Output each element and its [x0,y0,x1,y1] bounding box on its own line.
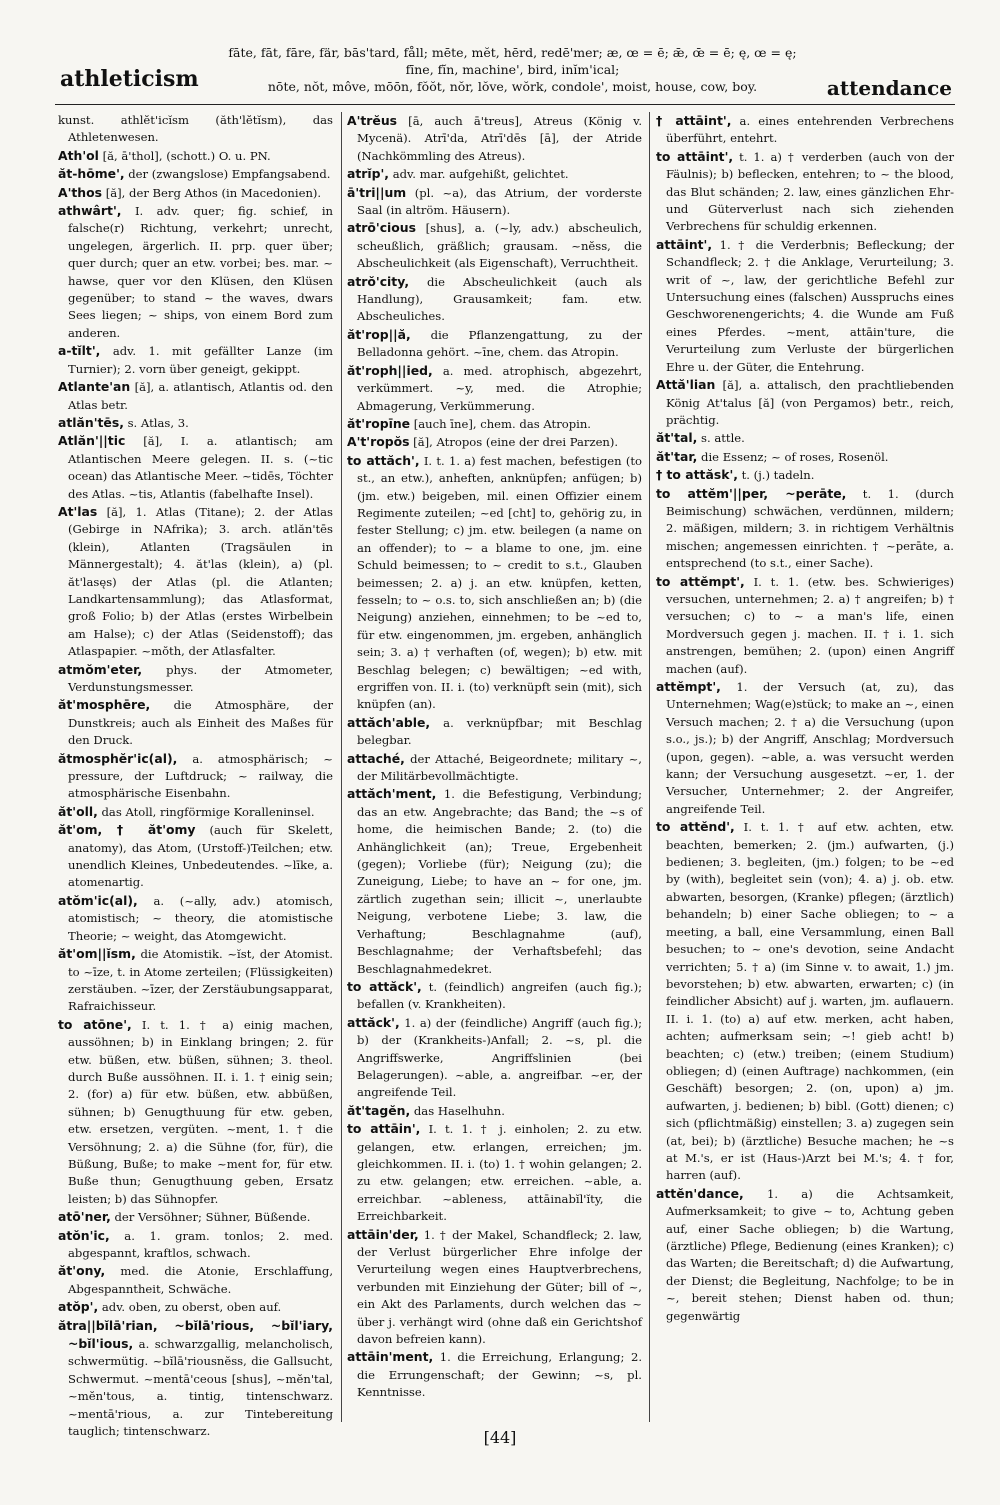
definition: phys. der Atmometer, Verdunstungsmesser. [68,662,334,694]
headword: attĕmpt', [656,679,721,694]
dictionary-entry [347,1014,642,1102]
headword: ăt'ropīne [347,415,411,431]
dictionary-entry [347,219,642,272]
headword: athwârt', [58,203,122,219]
headword: atŏm'ic(al), [58,892,138,908]
definition: die Atmosphäre, der Dunstkreis; auch als Einheit des Maßes für den Druck. [68,698,334,748]
definition: t. (feindlich) angreifen (auch fig.); befallen (v. Krankheiten). [357,979,643,1012]
headword: A'trĕus [347,113,398,128]
dictionary-entry [656,818,954,1185]
headword: Atlăn'||tic [58,433,126,449]
column-divider [341,112,342,1422]
pronunciation-line: fīne, fĭn, machine', bird, inĭm'ical; [405,62,620,77]
headword: ătra||bĭlā'rian, ~bĭlā'rious, ~bĭl'iary, ~bĭl'ious, [58,1317,333,1352]
definition: t. (j.) tadeln. [741,468,815,483]
dictionary-entry [347,273,642,326]
dictionary-entry [347,1102,642,1120]
dictionary-entry [58,165,333,183]
dictionary-entry [58,750,333,803]
definition: a. atmosphärisch; ~ pressure, der Luftdruck; ~ railway, die atmosphärische Eisenbahn. [68,751,333,801]
headword: ăt'rop||ă, [347,326,411,342]
dictionary-entry [58,342,333,378]
headword: Atlante'an [58,379,131,395]
headword: atō'ner, [58,1209,111,1225]
headword: attaché, [347,750,405,766]
definition: 1. a) der (feindliche) Angriff (auch fig.); b) der (Krankheits-)Anfall; 2. ~s, pl. die Angriffswerke, Angriffslinien (bei Belagerungen). ~able, a. angreifbar. ~er, der angreifende Teil. [357,1015,642,1100]
dictionary-entry [656,573,954,678]
headword: to attāint', [656,148,734,164]
definition: die Pflanzengattung, zu der Belladonna gehört. ~īne, chem. das Atropin. [357,327,642,360]
definition: 1. † der Makel, Schandfleck; 2. law, der Verlust bürgerlicher Ehre infolge der Verurteilung wegen eines Hauptverbrechens, verbunden mit Einziehung der Güter; bill of ~, ein Akt des Parlaments, durch welchen das ~ über j. verhängt wird (ohne daß ein Gerichtshof davon befreien kann). [357,1227,642,1347]
definition: t. 1. a) † verderben (auch von der Fäulnis); b) beflecken, entehren; to ~ the blood, das Blut schänden; 2. law, eines gänzlichen Ehr- und Güterverlust nach sich ziehenden Verbrechens für schuldig erkennen. [666,149,955,234]
dictionary-entry [347,415,642,433]
headword: ăt'roph||ied, [347,362,433,378]
definition: med. die Atonie, Erschlaffung, Abgespanntheit, Schwäche. [68,1264,333,1296]
definition: [ă], a. atlantisch, Atlantis od. den Atlas betr. [68,380,334,412]
definition: [ă], I. a. atlantisch; am Atlantischen Meere gelegen. II. s. (~tic ocean) das Atlantische Meer. ~tidēs, Töchter des Atlas. ~tis, Atlantis (fabelhafte Insel). [68,434,333,501]
definition: [ă], Atropos (eine der drei Parzen). [413,435,619,450]
definition: (pl. ~a), das Atrium, der vorderste Saal (in altröm. Häusern). [357,185,642,218]
dictionary-entry [656,112,954,148]
dictionary-entry [656,448,954,466]
headword: atŏp', [58,1299,99,1315]
headword: A'thos [58,184,103,200]
definition: das Atoll, ringförmige Koralleninsel. [101,804,315,819]
definition: 1. der Versuch (at, zu), das Unternehmen; Wag(e)stück; to make an ~, einen Versuch machen; 2. † a) die Versuchung (upon s.o., js.); b) der Angriff, Anschlag; Mordversuch (upon, gegen). ~able, a. was versucht werden kann; der Versuchung ausgesetzt. ~er, 1. der Versucher, Unternehmer; 2. der Angreifer, angreifende Teil. [666,680,954,816]
dictionary-entry [656,485,954,573]
header-rule [55,104,955,105]
dictionary-entry [58,1016,333,1208]
headword: atrŏ'city, [347,273,410,289]
headword: At'las [58,503,98,519]
dictionary-entry [656,148,954,236]
definition: a. (~ally, adv.) atomisch, atomistisch; ~ theory, die atomistische Theorie; ~ weight, das Atomgewicht. [68,893,334,943]
headword: ăt'tagĕn, [347,1102,411,1118]
definition: [ă], der Berg Athos (in Macedonien). [105,185,322,200]
definition: a. verknüpfbar; mit Beschlag belegbar. [357,715,642,748]
pronunciation-key [225,44,800,95]
definition: [ă], a. attalisch, den prachtliebenden König At'talus [ă] (von Pergamos) betr., reich, prächtig. [666,378,954,427]
dictionary-entry [347,1226,642,1349]
headword: to atōne', [58,1016,132,1032]
definition: I. t. 1. (etw. bes. Schwieriges) versuchen, unternehmen; 2. a) † angreifen; b) † versuchen; c) to ~ a man's life, einen Mordversuch gegen j. machen. II. † i. 1. sich anstrengen, bemühen; 2. (upon) einen Angriff machen (auf). [666,574,954,676]
definition: der Versöhner; Sühner, Büßende. [114,1210,311,1225]
headword: attăch'able, [347,714,431,730]
dictionary-entry [656,429,954,447]
dictionary-entry [347,785,642,977]
headword: attāin'der, [347,1226,419,1242]
definition: s. Atlas, 3. [127,415,189,430]
headword: ăt'om||ĭsm, [58,946,136,962]
definition: adv. 1. mit gefällter Lanze (im Turnier); 2. vorn über geneigt, gekippt. [68,344,333,376]
definition: kunst. athlĕt'icĭsm (ăth'lĕtĭsm), das Athletenwesen. [58,113,333,145]
column-3 [656,112,954,1422]
definition: [shus], a. (~ly, adv.) abscheulich, scheußlich, gräßlich; grausam. ~nĕss, die Abscheulichkeit (als Eigenschaft), Verruchtheit. [357,221,642,271]
headword: ătmosphĕr'ic(al), [58,750,178,766]
definition: (auch für Skelett, anatomy), das Atom, (Urstoff-)Teilchen; etw. unendlich Kleines, Unbedeutendes. ~līke, a. atomenartig. [68,823,334,890]
dictionary-entry [347,184,642,220]
dictionary-entry [347,112,642,165]
headword: ăt'mosphēre, [58,697,151,713]
definition: a. 1. gram. tonlos; 2. med. abgespannt, kraftlos, schwach. [68,1228,333,1260]
headword: to attāin', [347,1121,421,1137]
headword: attăch'ment, [347,786,437,802]
definition: adv. mar. aufgehißt, gelichtet. [392,167,569,182]
column-2 [347,112,642,1422]
dictionary-entry [347,750,642,786]
definition: [ā, auch ā'treus], Atreus (König v. Mycenä). Atrī'da, Atrī'dēs [ā], der Atride (Nachkömmling des Atreus). [357,114,643,163]
dictionary-entry [58,1317,333,1441]
headword: A't'ropŏs [347,434,410,450]
definition: I. t. 1. a) fest machen, befestigen (to st., an etw.), anheften, anknüpfen; anfügen; b) (jm. etw.) beigeben, mil. einen Offizier einem Regimente zuteilen; ~ed [cht] to, gehörig zu, in fester Stellung; c) jm. etw. beilegen (a name on an offender); to ~ a blame to one, jm. eine Schuld beimessen; to ~ credit to s.t., Glauben beimessen; 2. a) j. an etw. knüpfen, ketten, fesseln; to ~ o.s. to, sich anschließen an; b) (die Neigung) anziehen, einnehmen; to be ~ed to, für etw. eingenommen, jm. ergeben, anhänglich sein; 3. a) † verhaften (of, wegen); b) etw. mit Beschlag belegen; c) bewältigen; ~ed with, ergriffen von. II. i. (to) verknüpft sein (mit), sich knüpfen (an). [357,453,643,712]
dictionary-entry [347,978,642,1014]
definition: die Abscheulichkeit (auch als Handlung), Grausamkeit; fam. etw. Abscheuliches. [357,274,642,324]
headword: a-tĭlt', [58,343,101,359]
definition: I. t. 1. † j. einholen; 2. zu etw. gelangen, etw. erlangen, erreichen; jm. gleichkommen. II. i. (to) 1. † wohin gelangen; 2. zu etw. gelangen; etw. erreichen. ~able, a. erreichbar. ~ableness, attāinabĭl'ĭty, die Erreichbarkeit. [357,1122,643,1224]
headword: † attāint', [656,113,732,128]
headword: Attă'lian [656,377,716,393]
headword: to attăck', [347,978,422,994]
dictionary-entry [58,378,333,414]
headword: attăck', [347,1014,400,1030]
definition: a. eines entehrenden Verbrechens überführt, entehrt. [666,114,954,146]
definition: der (zwangslose) Empfangsabend. [128,167,331,182]
dictionary-entry [347,362,642,415]
headword: ăt'om, † ăt'omy [58,822,196,838]
definition: [auch īne], chem. das Atropin. [413,416,591,431]
dictionary-entry [656,1185,954,1325]
headword: † to attăsk', [656,467,738,483]
dictionary-entry [58,184,333,202]
definition: s. attle. [701,431,745,446]
definition: 1. † die Verderbnis; Befleckung; der Schandfleck; 2. † die Anklage, Verurteilung; 3. writ of ~, law, der gerichtliche Befehl zur Untersuchung eines (falschen) Ausspruchs eines Geschworenengerichts; 4. die Wunde am Fuß eines Pferdes. ~ment, attāin'ture, die Verurteilung zum Verluste der bürgerlichen Ehre u. der Güter, die Entehrung. [666,237,954,374]
dictionary-entry [58,696,333,749]
dictionary-entry [347,326,642,362]
headword: attāint', [656,236,713,252]
headword: ăt'oll, [58,803,98,819]
definition: das Haselhuhn. [413,1103,505,1118]
dictionary-entry [58,1227,333,1263]
dictionary-entry [58,945,333,1016]
column-1 [58,112,334,1439]
definition: 1. a) die Achtsamkeit, Aufmerksamkeit; to give ~ to, Achtung geben auf, einer Sache obliegen; b) die Wartung, (ärztliche) Pflege, Bedienung (eines Kranken); c) das Warten; die Bereitschaft; d) die Aufwartung, der Dienst; die Begleitung, Nachfolge; to be in ~, bereit stehen; Dienst haben od. thun; gegenwärtig [666,1186,954,1323]
headword: attāin'ment, [347,1349,434,1365]
headword: to attăch', [347,452,420,468]
dictionary-entry [347,452,642,714]
dictionary-entry [58,892,333,945]
page-number: [44] [483,1428,517,1447]
pronunciation-line: fāte, fāt, fāre, fär, bās'tard, fåll; mēte, mĕt, hērd, redē'mer; æ, œ = ē; ǣ, œ̄ = ē; ę, œ = ę; [228,45,797,60]
headword: ā'tri||um [347,184,407,200]
headword: atrĭp', [347,166,390,182]
dictionary-entry [347,165,642,183]
dictionary-entry [58,147,333,165]
headword: ăt'tar, [656,448,698,464]
dictionary-entry [58,821,333,892]
headword: atrō'cious [347,220,417,236]
definition: 1. die Befestigung, Verbindung; das an etw. Angebrachte; das Band; the ~s of home, die heimischen Bande; 2. (to) die Anhänglichkeit (an); Treue, Ergebenheit (gegen); Vorliebe (für); Neigung (zu); die Zuneigung, Liebe; to have an ~ for one, jm. zärtlich zugethan sein; illicit ~, unerlaubte Neigung, verbotene Liebe; 3. law, die Verhaftung; Beschlagnahme (auf), Beschlagnahme; der Verhaftsbefehl; das Beschlagnahmedekret. [357,787,642,976]
dictionary-entry [656,236,954,376]
pronunciation-line: nōte, nŏt, môve, mōōn, fŏŏt, nŏr, lŏve, wŏrk, condole', moist, house, cow, boy. [267,79,758,94]
dictionary-entry [58,661,333,697]
guide-word-left: athleticism [60,66,199,92]
dictionary-entry [58,202,333,342]
dictionary-entry [347,1348,642,1401]
headword: to attĕmpt', [656,573,745,589]
headword: atmŏm'eter, [58,661,143,677]
dictionary-entry [58,1298,333,1316]
column-divider [649,112,650,1422]
dictionary-entry [347,1120,642,1225]
definition: die Essenz; ~ of roses, Rosenöl. [701,449,889,464]
definition: 1. die Erreichung, Erlangung; 2. die Errungenschaft; der Gewinn; ~s, pl. Kenntnisse. [357,1350,643,1400]
definition: I. adv. quer; fig. schief, in falsche(r) Richtung, verkehrt; unrecht, ungelegen, ärgerlich. II. prp. quer über; quer durch; quer an etw. vorbei; bes. mar. ~ hawse, quer vor den Klüsen, den Klüsen gegenüber; to stand ~ the waves, dwars Sees liegen; ~ ships, von einem Bord zum anderen. [68,204,334,340]
headword: ăt'ony, [58,1263,106,1279]
guide-word-right: attendance [826,76,952,100]
definition: die Atomistik. ~ĭst, der Atomist. to ~īze, t. in Atome zerteilen; (Flüssigkeiten) zerstäuben. ~īzer, der Zerstäubungsapparat, Rafraichisseur. [68,947,333,1014]
dictionary-entry [656,376,954,429]
definition: der Attaché, Beigeordnete; military ~, der Militärbevollmächtigte. [357,751,642,784]
definition: I. t. 1. † auf etw. achten, etw. beachten, bemerken; 2. (jm.) aufwarten, (j.) bedienen; 3. begleiten, (jm.) folgen; to be ~ed by (with), begleitet sein (von); 4. a) j. ob. etw. abwarten, besorgen, (Kranke) pflegen; (ärztlich) behandeln; b) einer Sache obliegen; to ~ a meeting, a ball, eine Versammlung, einen Ball besuchen; to ~ one's devotion, seine Andacht verrichten; 5. † a) (im Sinne v. to await, 1.) jm. bevorstehen; b) etw. abwarten, erwarten; c) (in feindlicher Absicht) auf j. warten, jm. auflauern. II. i. 1. (to) a) auf etw. merken, acht haben, achten; aufmerksam sein; ~! gieb acht! b) beachten; c) (etw.) treiben; (einem Studium) obliegen; d) (einen Auftrage) nachkommen, (ein Geschäft) besorgen; 2. (on, upon) a) jm. aufwarten, j. bedienen; b) bibl. (Gott) dienen; c) sich (pflichtmäßig) einstellen; 3. a) zugegen sein (at, bei); b) (ärztliche) Besuche machen; he ~s at M.'s, er ist (Haus-)Arzt bei M.'s; 4. † for, harren (auf). [666,820,954,1183]
headword: Ath'ol [58,147,99,163]
headword: ăt-hōme', [58,166,125,182]
definition: a. schwarzgallig, melancholisch, schwermütig. ~bĭlā'riousnĕss, die Gallsucht, Schwermut. ~mentā'ceous [shus], ~mĕn'tal, ~mĕn'tous, a. tintig, tintenschwarz. ~mentā'rious, a. zur Tintebereitung tauglich; tintenschwarz. [68,1337,333,1439]
headword: atŏn'ic, [58,1227,110,1243]
dictionary-entry [58,803,333,821]
dictionary-entry [347,433,642,451]
dictionary-entry [58,112,333,147]
dictionary-entry [58,503,333,661]
headword: atlăn'tēs, [58,414,124,430]
headword: to attĕnd', [656,819,735,835]
dictionary-entry [58,1262,333,1298]
headword: attĕn'dance, [656,1185,744,1201]
dictionary-entry [347,714,642,750]
definition: [ă, ā'thol], (schott.) O. u. PN. [102,148,271,163]
definition: t. 1. (durch Beimischung) schwächen, verdünnen, mildern; 2. mäßigen, mildern; 3. in richtigem Verhältnis mischen; angemessen einrichten. † ~perāte, a. entsprechend (to s.t., einer Sache). [666,486,954,571]
definition: I. t. 1. † a) einig machen, aussöhnen; b) in Einklang bringen; 2. für etw. büßen, etw. büßen, sühnen; 3. theol. durch Buße aussöhnen. II. i. 1. † einig sein; 2. (for) a) für etw. büßen, etw. abbüßen, sühnen; b) Genugthuung für etw. geben, etw. ersetzen, vergüten. ~ment, 1. † die Versöhnung; 2. a) die Sühne (for, für), die Büßung, Buße; to make ~ment for, für etw. Buße thun; Genugthuung geben, Ersatz leisten; b) das Sühnopfer. [68,1017,334,1206]
dictionary-entry [656,466,954,484]
definition: adv. oben, zu oberst, oben auf. [101,1300,282,1315]
dictionary-entry [58,1208,333,1226]
definition: a. med. atrophisch, abgezehrt, verkümmert. ~y, med. die Atrophie; Abmagerung, Verkümmerung. [357,363,642,413]
dictionary-entry [58,432,333,503]
headword: to attĕm'||per, ~perāte, [656,485,847,501]
dictionary-entry [656,678,954,818]
definition: [ă], 1. Atlas (Titane); 2. der Atlas (Gebirge in NAfrika); 3. arch. atlăn'tēs (klein), Atlanten (Tragsäulen in Männergestalt); 4. ăt'las (klein), a) (pl. ăt'lasęs) der Atlas (pl. die Atlanten; Landkartensammlung); das Atlasformat, groß Folio; b) der Atlas (erstes Wirbelbein am Halse); c) der Atlas (Seidenstoff); das Atlaspapier. ~mŏth, der Atlasfalter. [68,504,334,659]
headword: ăt'tal, [656,430,698,446]
dictionary-entry [58,414,333,432]
